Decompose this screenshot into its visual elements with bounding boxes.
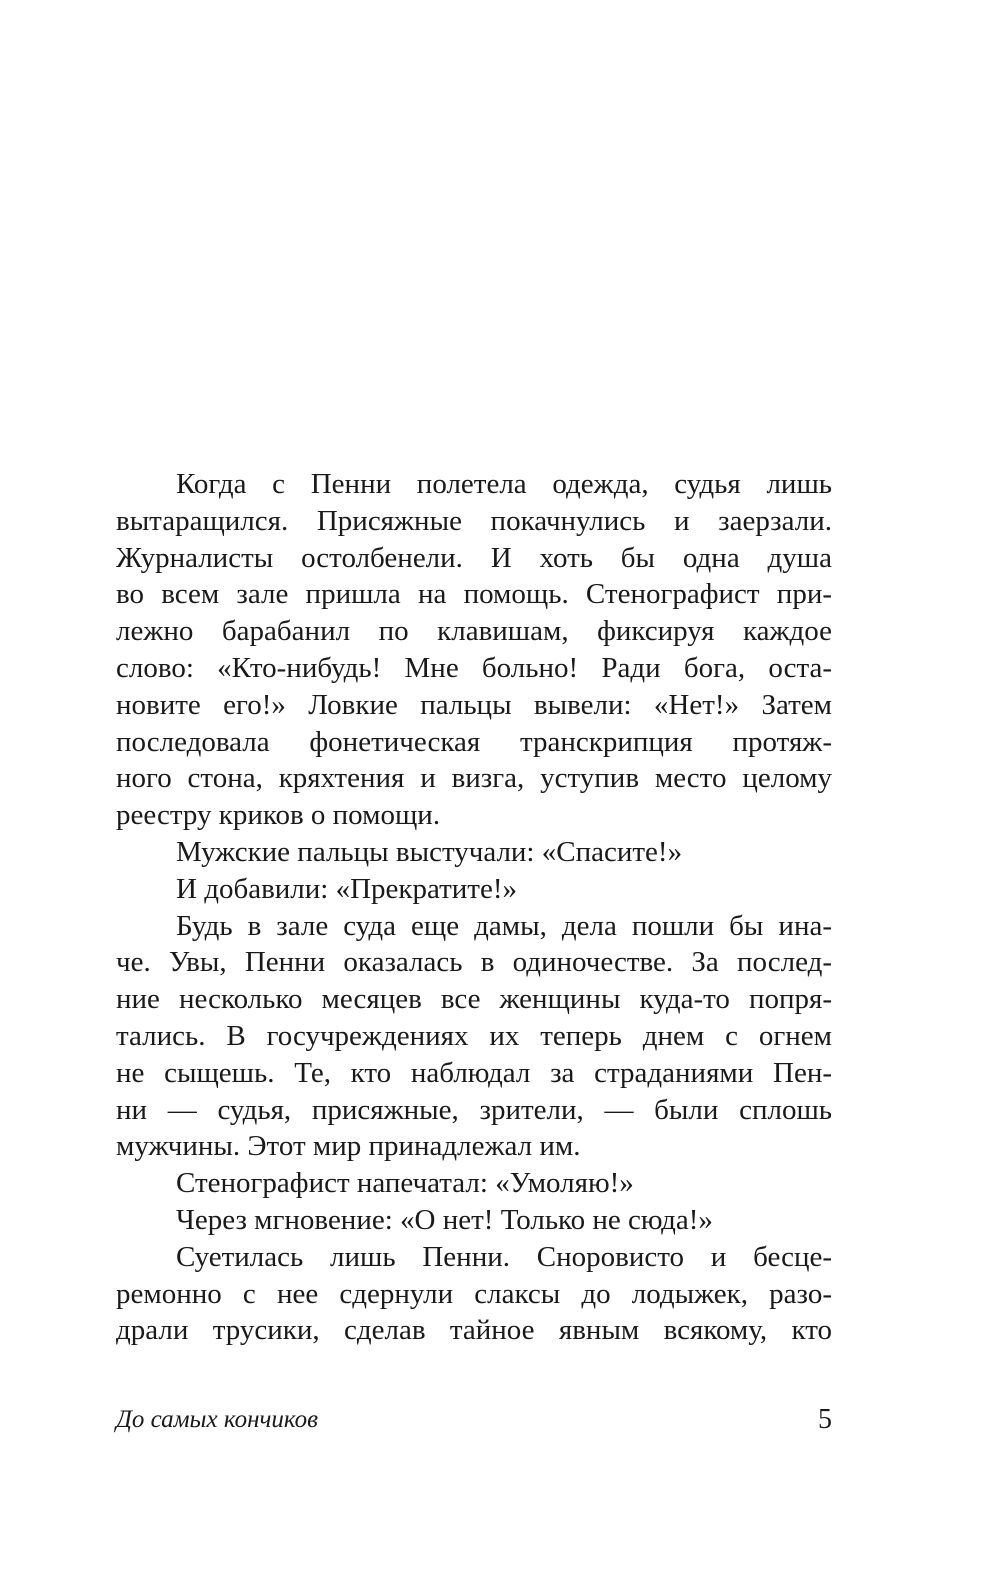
text-line: новите его!» Ловкие пальцы вывели: «Нет!» Затем	[116, 688, 832, 721]
text-line: Мужские пальцы выстучали: «Спасите!»	[176, 835, 683, 868]
running-title: До самых кончиков	[116, 1406, 319, 1433]
text-line: Стенографист напечатал: «Умоляю!»	[176, 1167, 634, 1200]
text-line: драли трусики, сделав тайное явным всякому, кто	[116, 1314, 832, 1347]
text-line: мужчины. Этот мир принадлежал им.	[116, 1130, 581, 1163]
text-line: Будь в зале суда еще дамы, дела пошли бы ина-	[176, 909, 832, 942]
text-line: во всем зале пришла на помощь. Стенографист при-	[116, 578, 832, 611]
text-line: Журналисты остолбенели. И хоть бы одна душа	[116, 541, 832, 574]
text-line: слово: «Кто-нибудь! Мне больно! Ради бога, оста-	[116, 651, 832, 684]
text-line: лежно барабанил по клавишам, фиксируя каждое	[116, 615, 832, 648]
text-line: реестру криков о помощи.	[116, 799, 441, 832]
text-line: не сыщешь. Те, кто наблюдал за страданиями Пен-	[116, 1056, 832, 1089]
text-line: последовала фонетическая транскрипция протяж-	[116, 725, 832, 758]
text-line: ние несколько месяцев все женщины куда-то попря-	[116, 983, 832, 1016]
text-line: че. Увы, Пенни оказалась в одиночестве. За послед-	[116, 946, 832, 979]
page-number: 5	[818, 1404, 832, 1435]
body-text	[116, 466, 832, 1349]
text-line: ного стона, кряхтения и визга, уступив место целому	[116, 762, 832, 795]
text-line: тались. В госучреждениях их теперь днем с огнем	[116, 1019, 832, 1052]
text-line: Когда с Пенни полетела одежда, судья лишь	[176, 468, 832, 500]
text-line: вытаращился. Присяжные покачнулись и заерзали.	[116, 504, 832, 537]
text-line: Суетилась лишь Пенни. Сноровисто и бесце-	[176, 1240, 832, 1273]
text-line: ни — судья, присяжные, зрители, — были сплошь	[116, 1093, 832, 1126]
text-line: И добавили: «Прекратите!»	[176, 872, 518, 905]
text-line: ремонно с нее сдернули слаксы до лодыжек, разо-	[116, 1277, 832, 1310]
text-line: Через мгновение: «О нет! Только не сюда!»	[176, 1203, 713, 1236]
page-footer	[116, 1400, 832, 1440]
